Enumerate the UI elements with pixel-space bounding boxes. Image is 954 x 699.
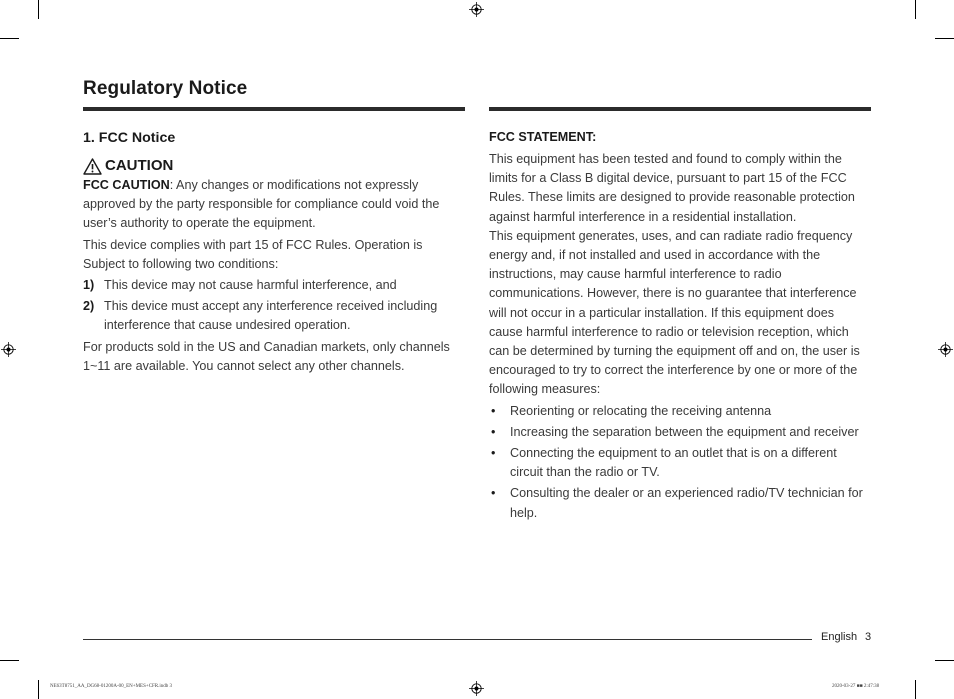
left-column: [83, 128, 465, 376]
bullet-icon: •: [491, 424, 496, 439]
section-title: FCC Notice: [98, 130, 176, 146]
list-item-text: Reorienting or relocating the receiving antenna: [510, 403, 772, 418]
list-marker: 2): [83, 299, 95, 314]
list-item-text: This device must accept any interference received including interference that cause undesired operation.: [104, 299, 438, 333]
crop-mark: [915, 680, 916, 699]
fcc-caution-text: : Any changes or modifications not expressly approved by the party responsible for compliance could void the user’s authority to operate the equipment.: [83, 178, 440, 231]
list-item-text: Consulting the dealer or an experienced radio/TV technician for help.: [510, 486, 863, 520]
measures-list: [489, 402, 871, 523]
caution-heading: [83, 156, 465, 176]
section-number: 1.: [83, 130, 95, 146]
page-number: 3: [865, 631, 872, 643]
crop-mark: [0, 660, 19, 661]
footer-rule: [83, 639, 812, 640]
list-item-text: This device may not cause harmful interference, and: [104, 278, 397, 293]
crop-mark: [38, 0, 39, 19]
list-item: [489, 484, 871, 522]
list-item-text: Increasing the separation between the equipment and receiver: [510, 424, 859, 439]
page-title: Regulatory Notice: [83, 78, 248, 99]
list-item: [83, 276, 465, 295]
fcc-caution-paragraph: [83, 176, 465, 234]
print-slug-left: NE63T8751_AA_DG68-01200A-00_EN+MES+CFR.indb 3: [50, 684, 173, 689]
list-item: [489, 444, 871, 482]
registration-target-icon: [1, 342, 16, 357]
statement-heading: FCC STATEMENT:: [489, 130, 597, 144]
crop-mark: [0, 38, 19, 39]
list-item: [83, 297, 465, 335]
title-rule-left: [83, 107, 465, 111]
registration-target-icon: [469, 681, 484, 696]
registration-target-icon: [938, 342, 953, 357]
right-column: [489, 128, 871, 525]
bullet-icon: •: [491, 403, 496, 418]
list-item: [489, 402, 871, 421]
list-item-text: Connecting the equipment to an outlet that is on a different circuit than the radio or TV.: [510, 446, 837, 480]
channels-paragraph: For products sold in the US and Canadian markets, only channels 1~11 are available. You cannot select any other channels.: [83, 339, 450, 373]
list-marker: 1): [83, 278, 95, 293]
bullet-icon: •: [491, 446, 496, 461]
bullet-icon: •: [491, 486, 496, 501]
registration-target-icon: [469, 2, 484, 17]
print-slug-right: 2020-03-27 ■■ 2:47:38: [832, 684, 880, 689]
caution-label: CAUTION: [105, 157, 174, 174]
list-item: [489, 423, 871, 442]
title-rule-right: [489, 107, 871, 111]
compliance-paragraph: This device complies with part 15 of FCC Rules. Operation is Subject to following two conditions:: [83, 237, 423, 271]
fcc-caution-lead: FCC CAUTION: [83, 178, 170, 192]
crop-mark: [915, 0, 916, 19]
section-heading: [83, 128, 465, 148]
warning-triangle-icon: [83, 158, 102, 175]
conditions-list: [83, 276, 465, 336]
crop-mark: [935, 38, 954, 39]
statement-paragraph-2: This equipment generates, uses, and can radiate radio frequency energy and, if not installed and used in accordance with the instructions, may cause harmful interference to radio communications. However, there is no guarantee that interference will not occur in a particular installation. If this equipment does cause harmful interference to radio or television reception, which can be determined by turning the equipment off and on, the user is encouraged to try to correct the interference by one or more of the following measures:: [489, 228, 860, 397]
crop-mark: [935, 660, 954, 661]
footer-language: English: [821, 631, 858, 643]
statement-paragraph-1: This equipment has been tested and found to comply within the limits for a Class B digital device, pursuant to part 15 of the FCC Rules. These limits are designed to provide reasonable protection against harmful interference in a residential installation.: [489, 152, 855, 224]
crop-mark: [38, 680, 39, 699]
